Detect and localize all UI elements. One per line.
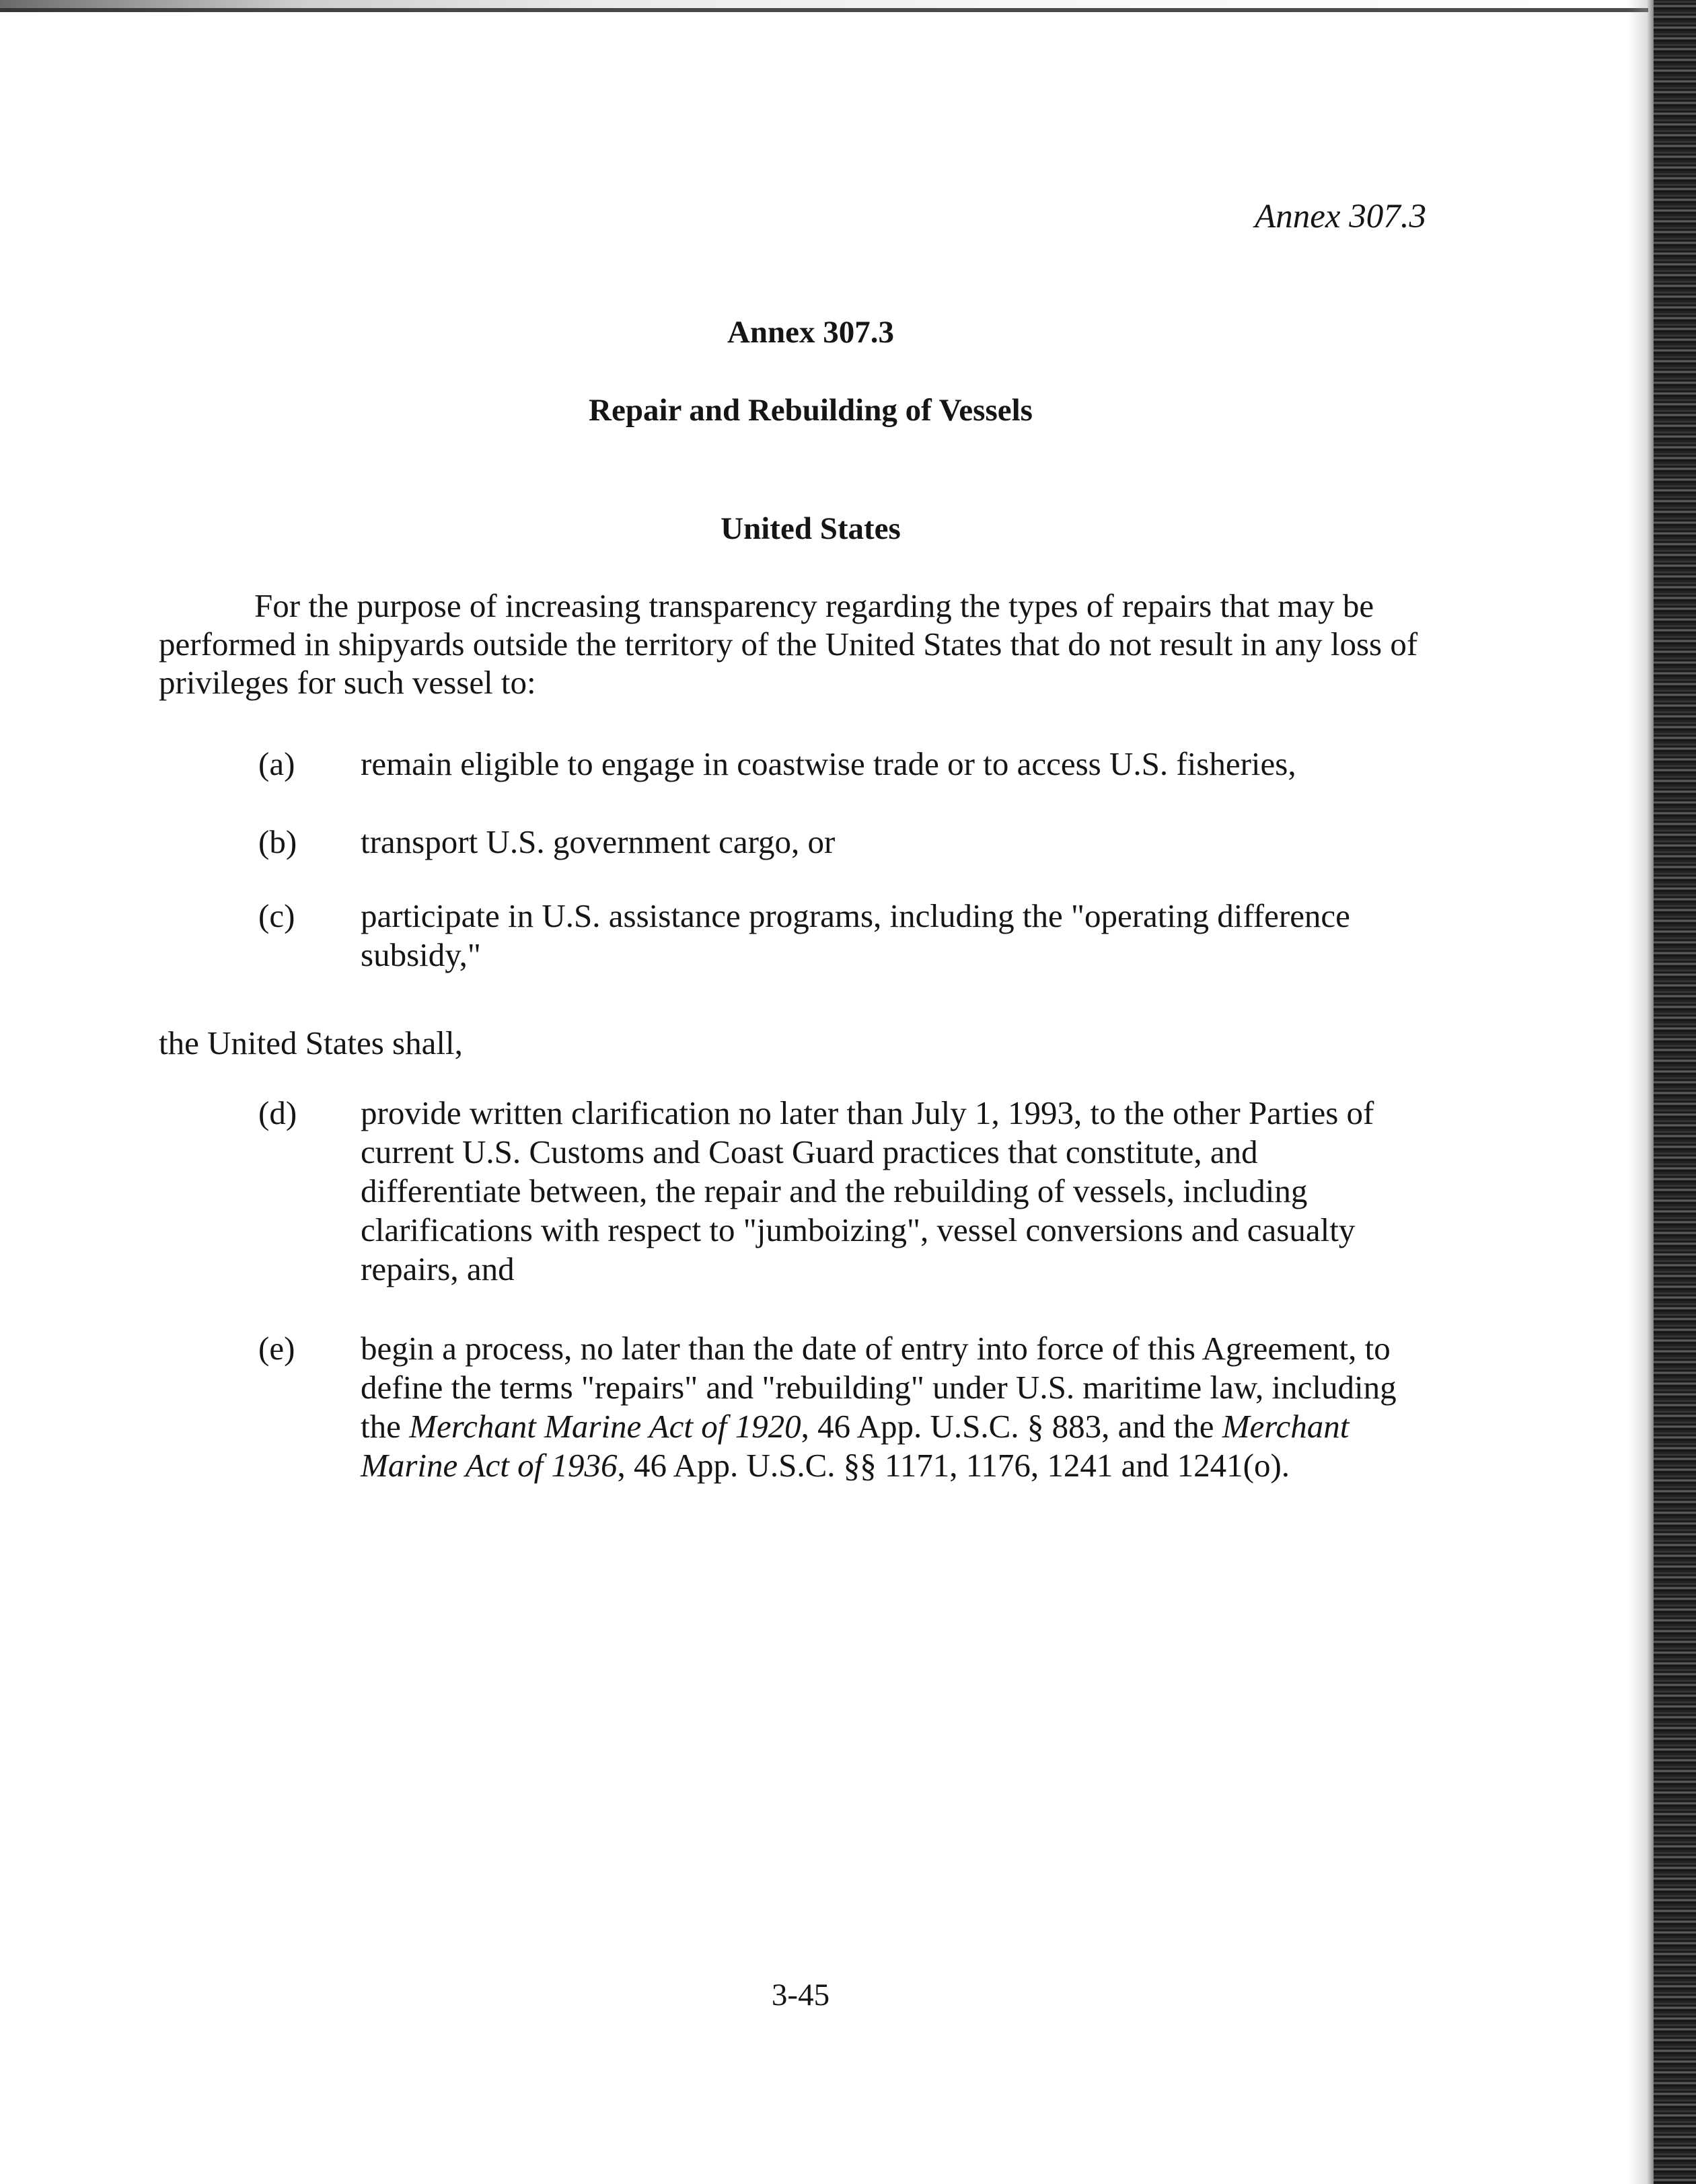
annex-title: Annex 307.3	[727, 315, 895, 350]
obligation-text	[361, 1329, 1424, 1485]
annex-subtitle: Repair and Rebuilding of Vessels	[589, 393, 1033, 428]
list-item-marker: (d)	[258, 1094, 297, 1131]
act-citation: Merchant Marine Act of 1920	[409, 1408, 801, 1445]
obligation-text-part: , 46 App. U.S.C. §§ 1171, 1176, 1241 and 1241(o).	[617, 1447, 1290, 1484]
act-citation: Merchant Marine Act of 1936	[361, 1408, 1350, 1484]
page-number: 3-45	[771, 1978, 830, 2012]
list-item-text: participate in U.S. assistance programs, including the "operating difference subsidy,"	[361, 897, 1350, 973]
running-head: Annex 307.3	[1255, 198, 1426, 235]
list-item-marker: (e)	[258, 1330, 295, 1367]
obligation-text-part: begin a process, no later than the date of entry into force of this Agreement, to define the terms "repairs" and "rebuilding" under U.S. maritime law, including the	[361, 1330, 1397, 1445]
obligation-text-part: , 46 App. U.S.C. § 883, and the	[801, 1408, 1222, 1445]
list-item-text: remain eligible to engage in coastwise trade or to access U.S. fisheries,	[361, 745, 1296, 782]
scan-top-line	[0, 8, 1648, 12]
list-item-marker: (c)	[258, 897, 295, 934]
list-item-text: transport U.S. government cargo, or	[361, 823, 836, 860]
obligation-text: provide written clarification no later than July 1, 1993, to the other Parties of current U.S. Customs and Coast Guard practices that constitute, and differentiate between, the repair and the rebuilding of vessels, including clarifications with respect to "jumboizing", vessel conversions and casualty repairs, and	[361, 1094, 1374, 1287]
scan-right-shadow	[1628, 0, 1655, 2184]
closing-line: the United States shall,	[159, 1024, 463, 1061]
intro-paragraph: For the purpose of increasing transparency regarding the types of repairs that may be performed in shipyards outside the territory of the United States that do not result in any loss of privileges for such vessel to:	[159, 587, 1418, 701]
list-item-marker: (a)	[258, 745, 295, 782]
list-item-marker: (b)	[258, 823, 297, 860]
country-heading: United States	[721, 511, 901, 546]
scan-right-edge	[1654, 0, 1696, 2184]
